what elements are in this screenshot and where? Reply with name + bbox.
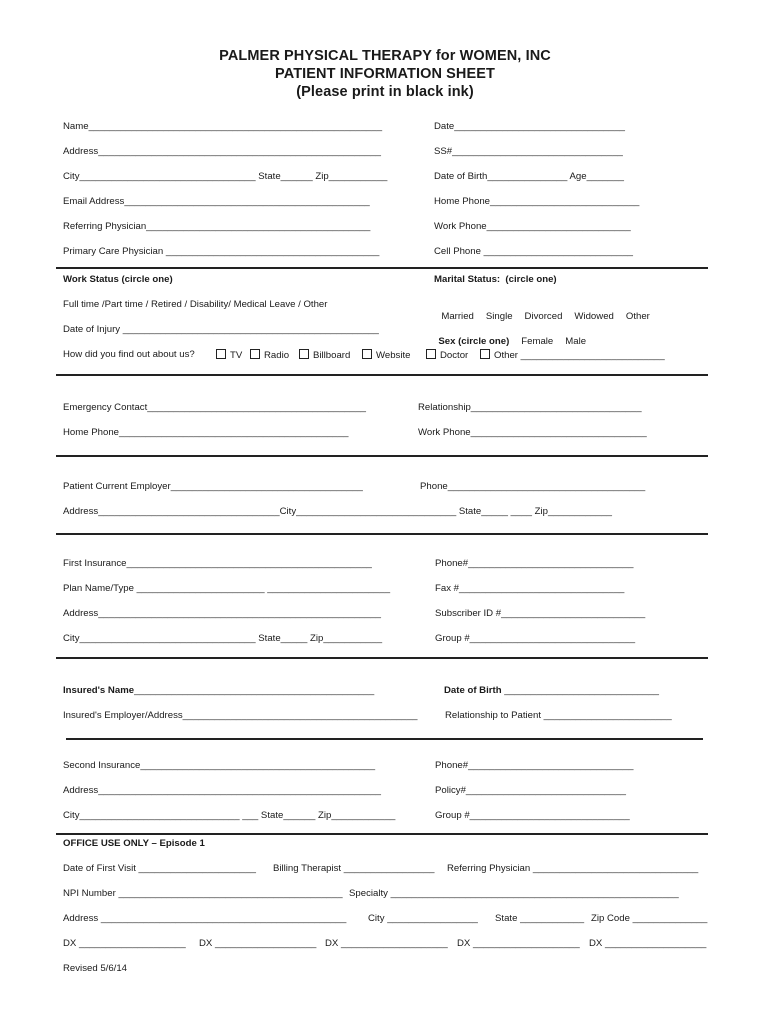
emergency-relationship-field[interactable]: Relationship________________________________: [418, 402, 642, 413]
sex-row: [433, 324, 598, 348]
divider: [66, 738, 703, 740]
checkbox-icon[interactable]: [299, 349, 309, 359]
first-insurance-field[interactable]: First Insurance______________________________________________: [63, 558, 372, 569]
address-field[interactable]: Address_____________________________________________________: [63, 146, 381, 157]
checkbox-icon[interactable]: [216, 349, 226, 359]
employer-phone-field[interactable]: Phone_____________________________________: [420, 481, 646, 492]
office-zip-field[interactable]: Zip Code ______________: [591, 913, 708, 924]
marital-status-title: Marital Status: (circle one): [434, 274, 557, 285]
emergency-contact-field[interactable]: Emergency Contact_________________________________________: [63, 402, 367, 413]
dx-field-5[interactable]: DX ___________________: [589, 938, 707, 949]
dx-field-4[interactable]: DX ____________________: [457, 938, 580, 949]
checkbox-icon[interactable]: [426, 349, 436, 359]
policy-field[interactable]: Policy#______________________________: [435, 785, 626, 796]
billing-therapist-field[interactable]: Billing Therapist _________________: [273, 863, 435, 874]
subscriber-id-field[interactable]: Subscriber ID #___________________________: [435, 608, 646, 619]
sex-title: Sex (circle one): [438, 336, 510, 347]
second-insurance-phone-field[interactable]: Phone#_______________________________: [435, 760, 634, 771]
employer-field[interactable]: Patient Current Employer____________________________________: [63, 481, 363, 492]
form-subtitle: PATIENT INFORMATION SHEET: [275, 66, 495, 82]
injury-date-field[interactable]: Date of Injury ________________________________________________: [63, 324, 379, 335]
home-phone-field[interactable]: Home Phone____________________________: [434, 196, 640, 207]
work-status-options[interactable]: Full time /Part time / Retired / Disability/ Medical Leave / Other: [63, 299, 328, 310]
first-insurance-group-field[interactable]: Group #_______________________________: [435, 633, 636, 644]
revision-date: Revised 5/6/14: [63, 963, 127, 974]
first-insurance-fax-field[interactable]: Fax #_______________________________: [435, 583, 625, 594]
divider: [56, 455, 708, 457]
emergency-home-phone-field[interactable]: Home Phone___________________________________________: [63, 427, 349, 438]
first-visit-field[interactable]: Date of First Visit ______________________: [63, 863, 256, 874]
insured-name-field[interactable]: Insured's Name_____________________________________________: [63, 685, 375, 696]
work-phone-field[interactable]: Work Phone___________________________: [434, 221, 631, 232]
office-use-title: OFFICE USE ONLY – Episode 1: [63, 838, 205, 849]
employer-address-field[interactable]: Address__________________________________City______________________________ State_____ ____ Zip____________: [63, 506, 612, 517]
marital-option-single[interactable]: Single: [485, 311, 513, 322]
second-insurance-field[interactable]: Second Insurance____________________________________________: [63, 760, 376, 771]
divider: [56, 657, 708, 659]
checkbox-icon[interactable]: [250, 349, 260, 359]
ssn-field[interactable]: SS#________________________________: [434, 146, 623, 157]
dx-field-2[interactable]: DX ___________________: [199, 938, 317, 949]
first-insurance-city-field[interactable]: City_________________________________ State_____ Zip___________: [63, 633, 383, 644]
first-insurance-address-field[interactable]: Address_____________________________________________________: [63, 608, 381, 619]
divider: [56, 374, 708, 376]
emergency-work-phone-field[interactable]: Work Phone_________________________________: [418, 427, 647, 438]
checkbox-icon[interactable]: [480, 349, 490, 359]
cell-phone-field[interactable]: Cell Phone ____________________________: [434, 246, 633, 257]
insured-employer-field[interactable]: Insured's Employer/Address____________________________________________: [63, 710, 418, 721]
marital-option-widowed[interactable]: Widowed: [574, 311, 614, 322]
office-address-field[interactable]: Address ______________________________________________: [63, 913, 347, 924]
found-option-tv[interactable]: TV: [216, 349, 242, 362]
date-field[interactable]: Date________________________________: [434, 121, 626, 132]
city-state-zip-field[interactable]: City_________________________________ State______ Zip___________: [63, 171, 388, 182]
dx-field-1[interactable]: DX ____________________: [63, 938, 186, 949]
found-option-other[interactable]: Other ___________________________: [480, 349, 665, 362]
marital-option-divorced[interactable]: Divorced: [524, 311, 563, 322]
divider: [56, 533, 708, 535]
referring-physician-field[interactable]: Referring Physician__________________________________________: [63, 221, 371, 232]
found-question: How did you find out about us?: [63, 349, 195, 360]
office-city-field[interactable]: City _________________: [368, 913, 478, 924]
first-insurance-phone-field[interactable]: Phone#_______________________________: [435, 558, 634, 569]
dob-age-field[interactable]: Date of Birth_______________ Age_______: [434, 171, 624, 182]
dx-field-3[interactable]: DX ____________________: [325, 938, 448, 949]
insured-dob-field[interactable]: Date of Birth _____________________________: [444, 685, 659, 696]
sex-option-male[interactable]: Male: [565, 336, 587, 347]
email-field[interactable]: Email Address______________________________________________: [63, 196, 370, 207]
second-insurance-city-field[interactable]: City______________________________ ___ State______ Zip____________: [63, 810, 396, 821]
work-status-title: Work Status (circle one): [63, 274, 173, 285]
second-insurance-group-field[interactable]: Group #______________________________: [435, 810, 630, 821]
marital-option-married[interactable]: Married: [441, 311, 474, 322]
found-option-billboard[interactable]: Billboard: [299, 349, 350, 362]
found-option-website[interactable]: Website: [362, 349, 410, 362]
office-state-field[interactable]: State ____________: [495, 913, 585, 924]
divider: [56, 267, 708, 269]
second-insurance-address-field[interactable]: Address_____________________________________________________: [63, 785, 381, 796]
primary-care-field[interactable]: Primary Care Physician ________________________________________: [63, 246, 380, 257]
specialty-field[interactable]: Specialty ______________________________________________________: [349, 888, 679, 899]
divider: [56, 833, 708, 835]
marital-options: [436, 299, 662, 323]
found-option-doctor[interactable]: Doctor: [426, 349, 468, 362]
office-referring-field[interactable]: Referring Physician _______________________________: [447, 863, 699, 874]
name-field[interactable]: Name_______________________________________________________: [63, 121, 383, 132]
found-option-radio[interactable]: Radio: [250, 349, 289, 362]
plan-name-field[interactable]: Plan Name/Type ________________________ _______________________: [63, 583, 391, 594]
checkbox-icon[interactable]: [362, 349, 372, 359]
npi-field[interactable]: NPI Number __________________________________________: [63, 888, 343, 899]
form-instruction: (Please print in black ink): [296, 84, 474, 100]
insured-relationship-field[interactable]: Relationship to Patient ________________________: [445, 710, 672, 721]
marital-option-other[interactable]: Other: [625, 311, 650, 322]
sex-option-female[interactable]: Female: [521, 336, 554, 347]
form-title: PALMER PHYSICAL THERAPY for WOMEN, INC: [219, 48, 551, 64]
